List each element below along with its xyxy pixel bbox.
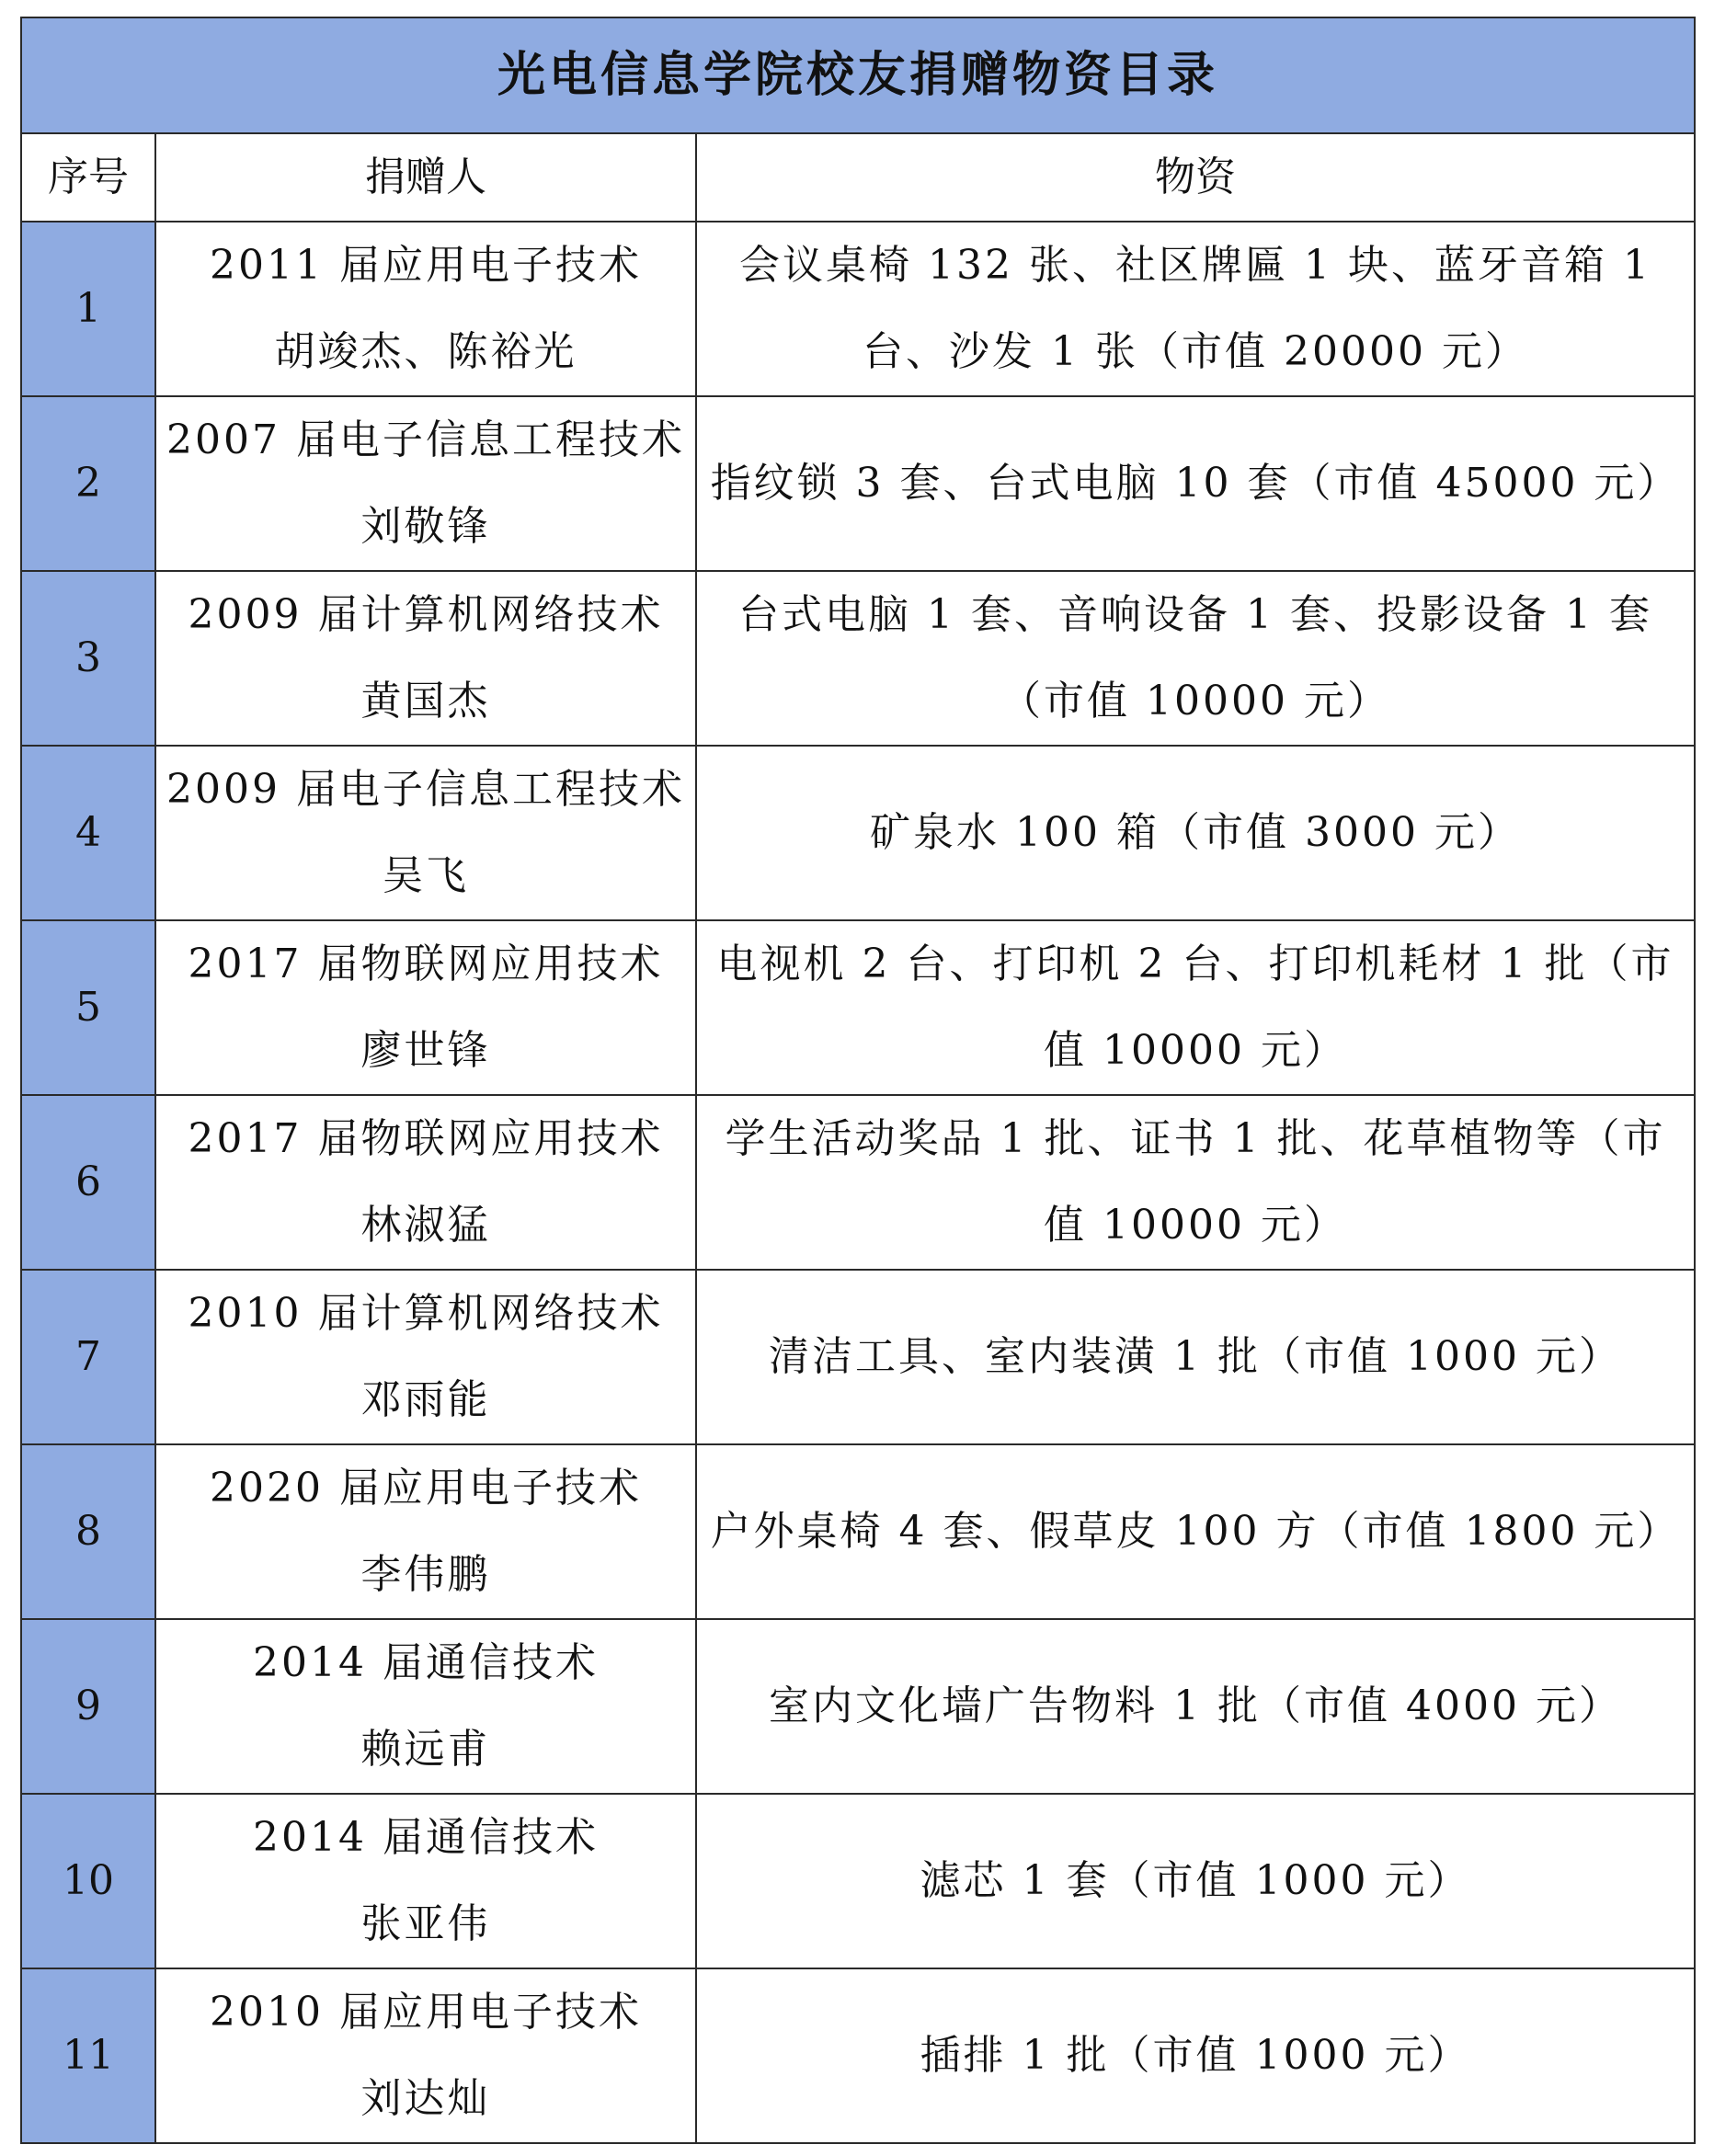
items-cell xyxy=(696,396,1695,571)
donation-table xyxy=(20,17,1696,2144)
donor-cell xyxy=(155,1794,696,1968)
row-index: 4 xyxy=(21,746,155,920)
donor-class: 2007 届电子信息工程技术 xyxy=(166,416,685,463)
items-cell xyxy=(696,571,1695,746)
donor-class: 2011 届应用电子技术 xyxy=(210,242,642,289)
row-index: 8 xyxy=(21,1444,155,1619)
donor-class: 2010 届计算机网络技术 xyxy=(188,1290,664,1337)
donated-items: 室内文化墙广告物料 1 批（市值 4000 元） xyxy=(769,1683,1622,1729)
donated-items: 插排 1 批（市值 1000 元） xyxy=(920,2032,1471,2079)
row-index: 10 xyxy=(21,1794,155,1968)
items-cell xyxy=(696,1968,1695,2143)
donor-name: 张亚伟 xyxy=(360,1900,491,1947)
donation-table-body xyxy=(21,17,1695,2143)
table-row xyxy=(21,1095,1695,1270)
donor-class: 2014 届通信技术 xyxy=(253,1639,599,1686)
donor-cell xyxy=(155,222,696,396)
donor-class: 2010 届应用电子技术 xyxy=(210,1989,642,2036)
column-header-donor: 捐赠人 xyxy=(155,133,696,222)
table-row xyxy=(21,1794,1695,1968)
table-title: 光电信息学院校友捐赠物资目录 xyxy=(21,17,1695,133)
donated-items: 台式电脑 1 套、音响设备 1 套、投影设备 1 套（市值 10000 元） xyxy=(738,591,1652,724)
donated-items: 清洁工具、室内装潢 1 批（市值 1000 元） xyxy=(769,1333,1622,1380)
donated-items: 学生活动奖品 1 批、证书 1 批、花草植物等（市值 10000 元） xyxy=(725,1115,1666,1249)
donated-items: 指纹锁 3 套、台式电脑 10 套（市值 45000 元） xyxy=(710,460,1681,507)
items-cell xyxy=(696,1444,1695,1619)
donor-cell xyxy=(155,1619,696,1794)
donor-class: 2014 届通信技术 xyxy=(253,1814,599,1861)
donor-name: 赖远甫 xyxy=(360,1726,491,1773)
table-row xyxy=(21,1619,1695,1794)
donor-cell xyxy=(155,571,696,746)
table-row xyxy=(21,1270,1695,1444)
title-row xyxy=(21,17,1695,133)
donor-name: 廖世锋 xyxy=(360,1027,491,1074)
donor-class: 2009 届电子信息工程技术 xyxy=(166,766,685,813)
donor-cell xyxy=(155,920,696,1095)
table-row xyxy=(21,396,1695,571)
table-row xyxy=(21,222,1695,396)
donated-items: 电视机 2 台、打印机 2 台、打印机耗材 1 批（市值 10000 元） xyxy=(716,941,1674,1074)
donor-name: 吴飞 xyxy=(383,852,469,899)
column-header-index: 序号 xyxy=(21,133,155,222)
donor-name: 邓雨能 xyxy=(360,1376,491,1423)
donated-items: 户外桌椅 4 套、假草皮 100 方（市值 1800 元） xyxy=(710,1508,1681,1555)
row-index: 11 xyxy=(21,1968,155,2143)
table-row xyxy=(21,1968,1695,2143)
items-cell xyxy=(696,746,1695,920)
row-index: 9 xyxy=(21,1619,155,1794)
donated-items: 会议桌椅 132 张、社区牌匾 1 块、蓝牙音箱 1 台、沙发 1 张（市值 20000 元） xyxy=(739,242,1651,375)
donated-items: 滤芯 1 套（市值 1000 元） xyxy=(920,1857,1471,1904)
items-cell xyxy=(696,1095,1695,1270)
items-cell xyxy=(696,1270,1695,1444)
row-index: 2 xyxy=(21,396,155,571)
header-row xyxy=(21,133,1695,222)
donor-class: 2020 届应用电子技术 xyxy=(210,1465,642,1511)
items-cell xyxy=(696,1794,1695,1968)
donor-cell xyxy=(155,1968,696,2143)
donor-class: 2009 届计算机网络技术 xyxy=(188,591,664,638)
donor-cell xyxy=(155,1270,696,1444)
row-index: 7 xyxy=(21,1270,155,1444)
row-index: 1 xyxy=(21,222,155,396)
donor-cell xyxy=(155,746,696,920)
donor-name: 黄国杰 xyxy=(360,678,491,724)
table-row xyxy=(21,746,1695,920)
donated-items: 矿泉水 100 箱（市值 3000 元） xyxy=(870,809,1521,856)
column-header-items: 物资 xyxy=(696,133,1695,222)
row-index: 5 xyxy=(21,920,155,1095)
items-cell xyxy=(696,222,1695,396)
donor-name: 林淑猛 xyxy=(360,1202,491,1249)
donor-cell xyxy=(155,396,696,571)
donor-name: 胡竣杰、陈裕光 xyxy=(274,328,577,375)
row-index: 3 xyxy=(21,571,155,746)
row-index: 6 xyxy=(21,1095,155,1270)
items-cell xyxy=(696,1619,1695,1794)
donor-cell xyxy=(155,1095,696,1270)
donor-name: 刘敬锋 xyxy=(360,503,491,550)
table-row xyxy=(21,571,1695,746)
donor-class: 2017 届物联网应用技术 xyxy=(188,941,664,987)
table-row xyxy=(21,920,1695,1095)
donor-name: 刘达灿 xyxy=(360,2075,491,2122)
donor-cell xyxy=(155,1444,696,1619)
donor-name: 李伟鹏 xyxy=(360,1551,491,1598)
donor-class: 2017 届物联网应用技术 xyxy=(188,1115,664,1162)
items-cell xyxy=(696,920,1695,1095)
table-row xyxy=(21,1444,1695,1619)
